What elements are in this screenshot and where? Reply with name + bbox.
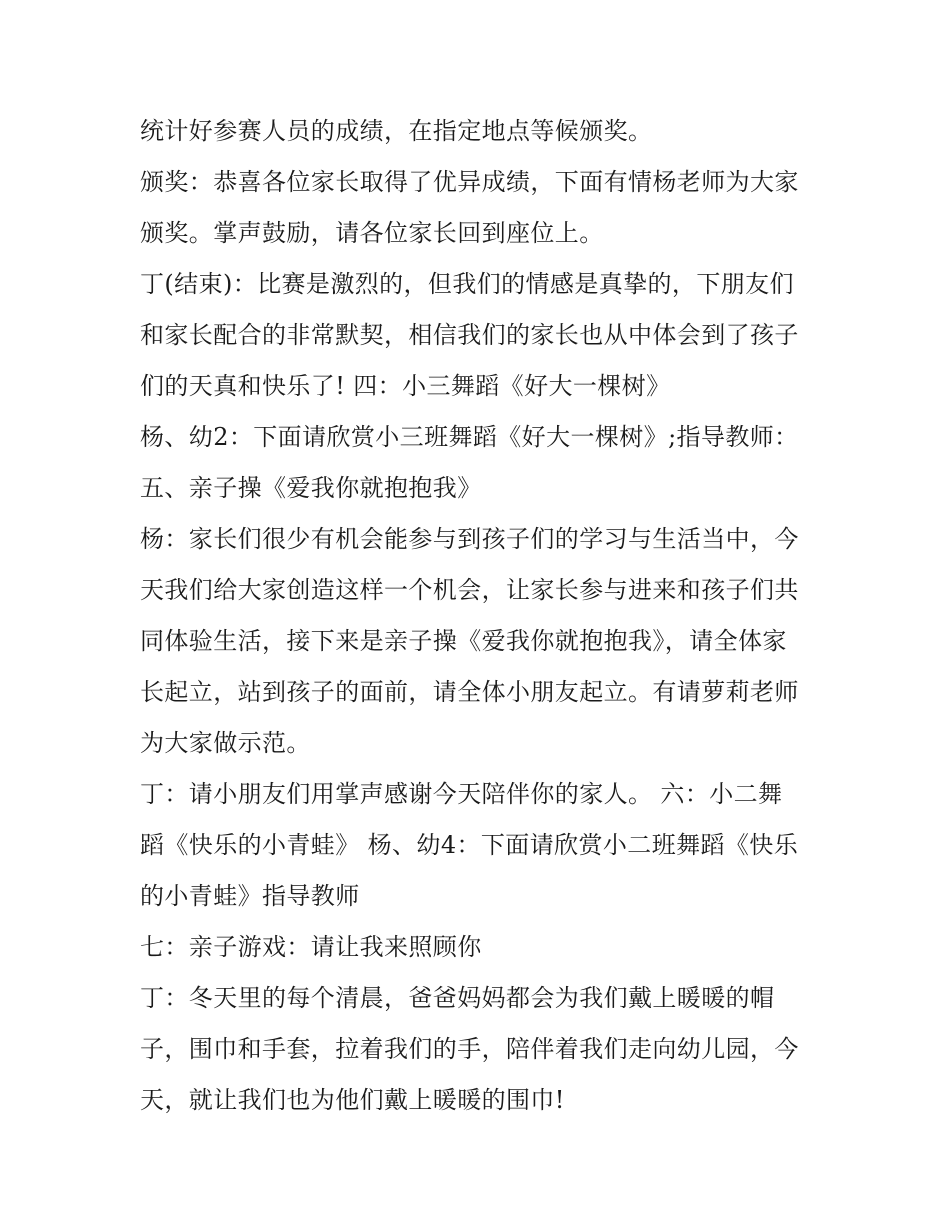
text-line: 杨：家长们很少有机会能参与到孩子们的学习与生活当中，今 <box>140 525 799 553</box>
text-line: 子，围巾和手套，拉着我们的手，陪伴着我们走向幼儿园，今 <box>140 1035 799 1063</box>
text-line: 同体验生活，接下来是亲子操《爱我你就抱抱我》，请全体家 <box>140 627 787 655</box>
text-line: 和家长配合的非常默契，相信我们的家长也从中体会到了孩子 <box>140 321 799 349</box>
text-line: 丁：请小朋友们用掌声感谢今天陪伴你的家人。 六：小二舞 <box>140 780 783 808</box>
text-line: 颁奖：恭喜各位家长取得了优异成绩，下面有情杨老师为大家 <box>140 168 799 196</box>
text-line: 丁：冬天里的每个清晨，爸爸妈妈都会为我们戴上暖暖的帽 <box>140 984 775 1012</box>
text-line: 们的天真和快乐了! 四：小三舞蹈《好大一棵树》 <box>140 372 671 400</box>
text-line: 天，就让我们也为他们戴上暖暖的围巾! <box>140 1086 565 1114</box>
text-line: 的小青蛙》指导教师 <box>140 882 360 910</box>
document-body <box>140 106 820 1126</box>
text-line: 七：亲子游戏：请让我来照顾你 <box>140 933 482 961</box>
text-line: 蹈《快乐的小青蛙》 杨、幼4：下面请欣赏小二班舞蹈《快乐 <box>140 831 799 859</box>
text-line: 五、亲子操《爱我你就抱抱我》 <box>140 474 482 502</box>
text-line: 为大家做示范。 <box>140 729 311 757</box>
text-line: 统计好参赛人员的成绩，在指定地点等候颁奖。 <box>140 117 653 145</box>
text-line: 杨、幼2：下面请欣赏小三班舞蹈《好大一棵树》;指导教师： <box>140 423 799 451</box>
text-line: 长起立，站到孩子的面前，请全体小朋友起立。有请萝莉老师 <box>140 678 799 706</box>
text-line: 颁奖。掌声鼓励，请各位家长回到座位上。 <box>140 219 604 247</box>
text-line: 丁(结束)：比赛是激烈的，但我们的情感是真挚的，下朋友们 <box>140 270 794 298</box>
text-line: 天我们给大家创造这样一个机会，让家长参与进来和孩子们共 <box>140 576 799 604</box>
